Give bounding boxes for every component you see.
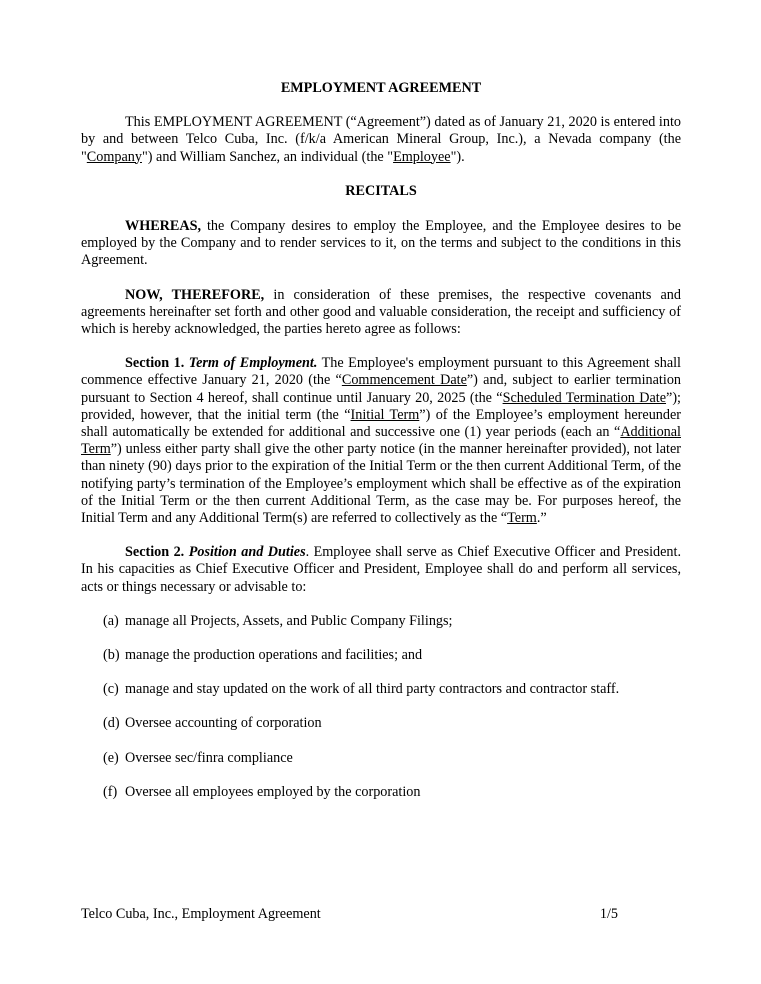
- section-2-paragraph: Section 2. Position and Duties. Employee shall serve as Chief Executive Officer and President. In his capacities as Chief Executive Officer and President, Employee shall do and perform all services, acts or things necessary or advisable to:: [81, 544, 682, 595]
- section-1-number: Section 1.: [125, 355, 185, 372]
- list-item: (f) Oversee all employees employed by the corporation: [103, 783, 421, 800]
- intro-paragraph: This EMPLOYMENT AGREEMENT (“Agreement”) dated as of January 21, 2020 is entered into by and between Telco Cuba, Inc. (f/k/a American Mineral Group, Inc.), a Nevada company (the "Company") and William Sanchez, an individual (the "Employee").: [81, 114, 681, 165]
- duties-list: [81, 613, 681, 801]
- list-item: (c) manage and stay updated on the work of all third party contractors and contractor staff.: [103, 681, 620, 698]
- footer-document-name: Telco Cuba, Inc., Employment Agreement: [81, 906, 321, 922]
- employee-defined-term: Employee: [393, 148, 451, 165]
- list-item: (d) Oversee accounting of corporation: [103, 715, 322, 732]
- now-therefore-paragraph: NOW, THEREFORE, in consideration of these premises, the respective covenants and agreements hereinafter set forth and other good and valuable consideration, the receipt and sufficiency of which is hereby acknowledged, the parties hereto agree as follows:: [81, 286, 681, 338]
- page-number: 1/5: [599, 906, 618, 922]
- document-title: EMPLOYMENT AGREEMENT: [280, 80, 482, 96]
- list-item: (e) Oversee sec/finra compliance: [103, 749, 293, 766]
- whereas-paragraph: WHEREAS, the Company desires to employ the Employee, and the Employee desires to be employed by the Company and to render services to it, on the terms and subject to the conditions in this Agreement.: [81, 218, 681, 269]
- section-2-heading: Position and Duties: [188, 544, 306, 561]
- section-2-number: Section 2.: [125, 544, 185, 561]
- section-1-heading: Term of Employment.: [188, 355, 318, 372]
- company-defined-term: Company: [86, 148, 142, 165]
- page-footer: [81, 906, 618, 923]
- list-item: (a) manage all Projects, Assets, and Public Company Filings;: [103, 612, 453, 629]
- recitals-heading: RECITALS: [345, 182, 417, 199]
- section-1-paragraph: Section 1. Term of Employment. The Employee's employment pursuant to this Agreement shall commence effective January 21, 2020 (the “Commencement Date”) and, subject to earlier termination pursuant to Section 4 hereof, shall continue until January 20, 2025 (the “Scheduled Termination Date”); provided, however, that the initial term (the “Initial Term”) of the Employee’s employment hereunder shall automatically be extended for additional and successive one (1) year periods (each an “Additional Term”) unless either party shall give the other party notice (in the manner hereinafter provided), not later than ninety (90) days prior to the expiration of the Initial Term or the then current Additional Term, of the notifying party’s termination of the Employee’s employment which shall be effective as of the expiration of the Initial Term or the then current Additional Term, as the case may be. For purposes hereof, the Initial Term and any Additional Term(s) are referred to collectively as the “Term.”: [81, 355, 682, 527]
- document-page: [81, 80, 681, 818]
- list-item: (b) manage the production operations and facilities; and: [103, 647, 423, 664]
